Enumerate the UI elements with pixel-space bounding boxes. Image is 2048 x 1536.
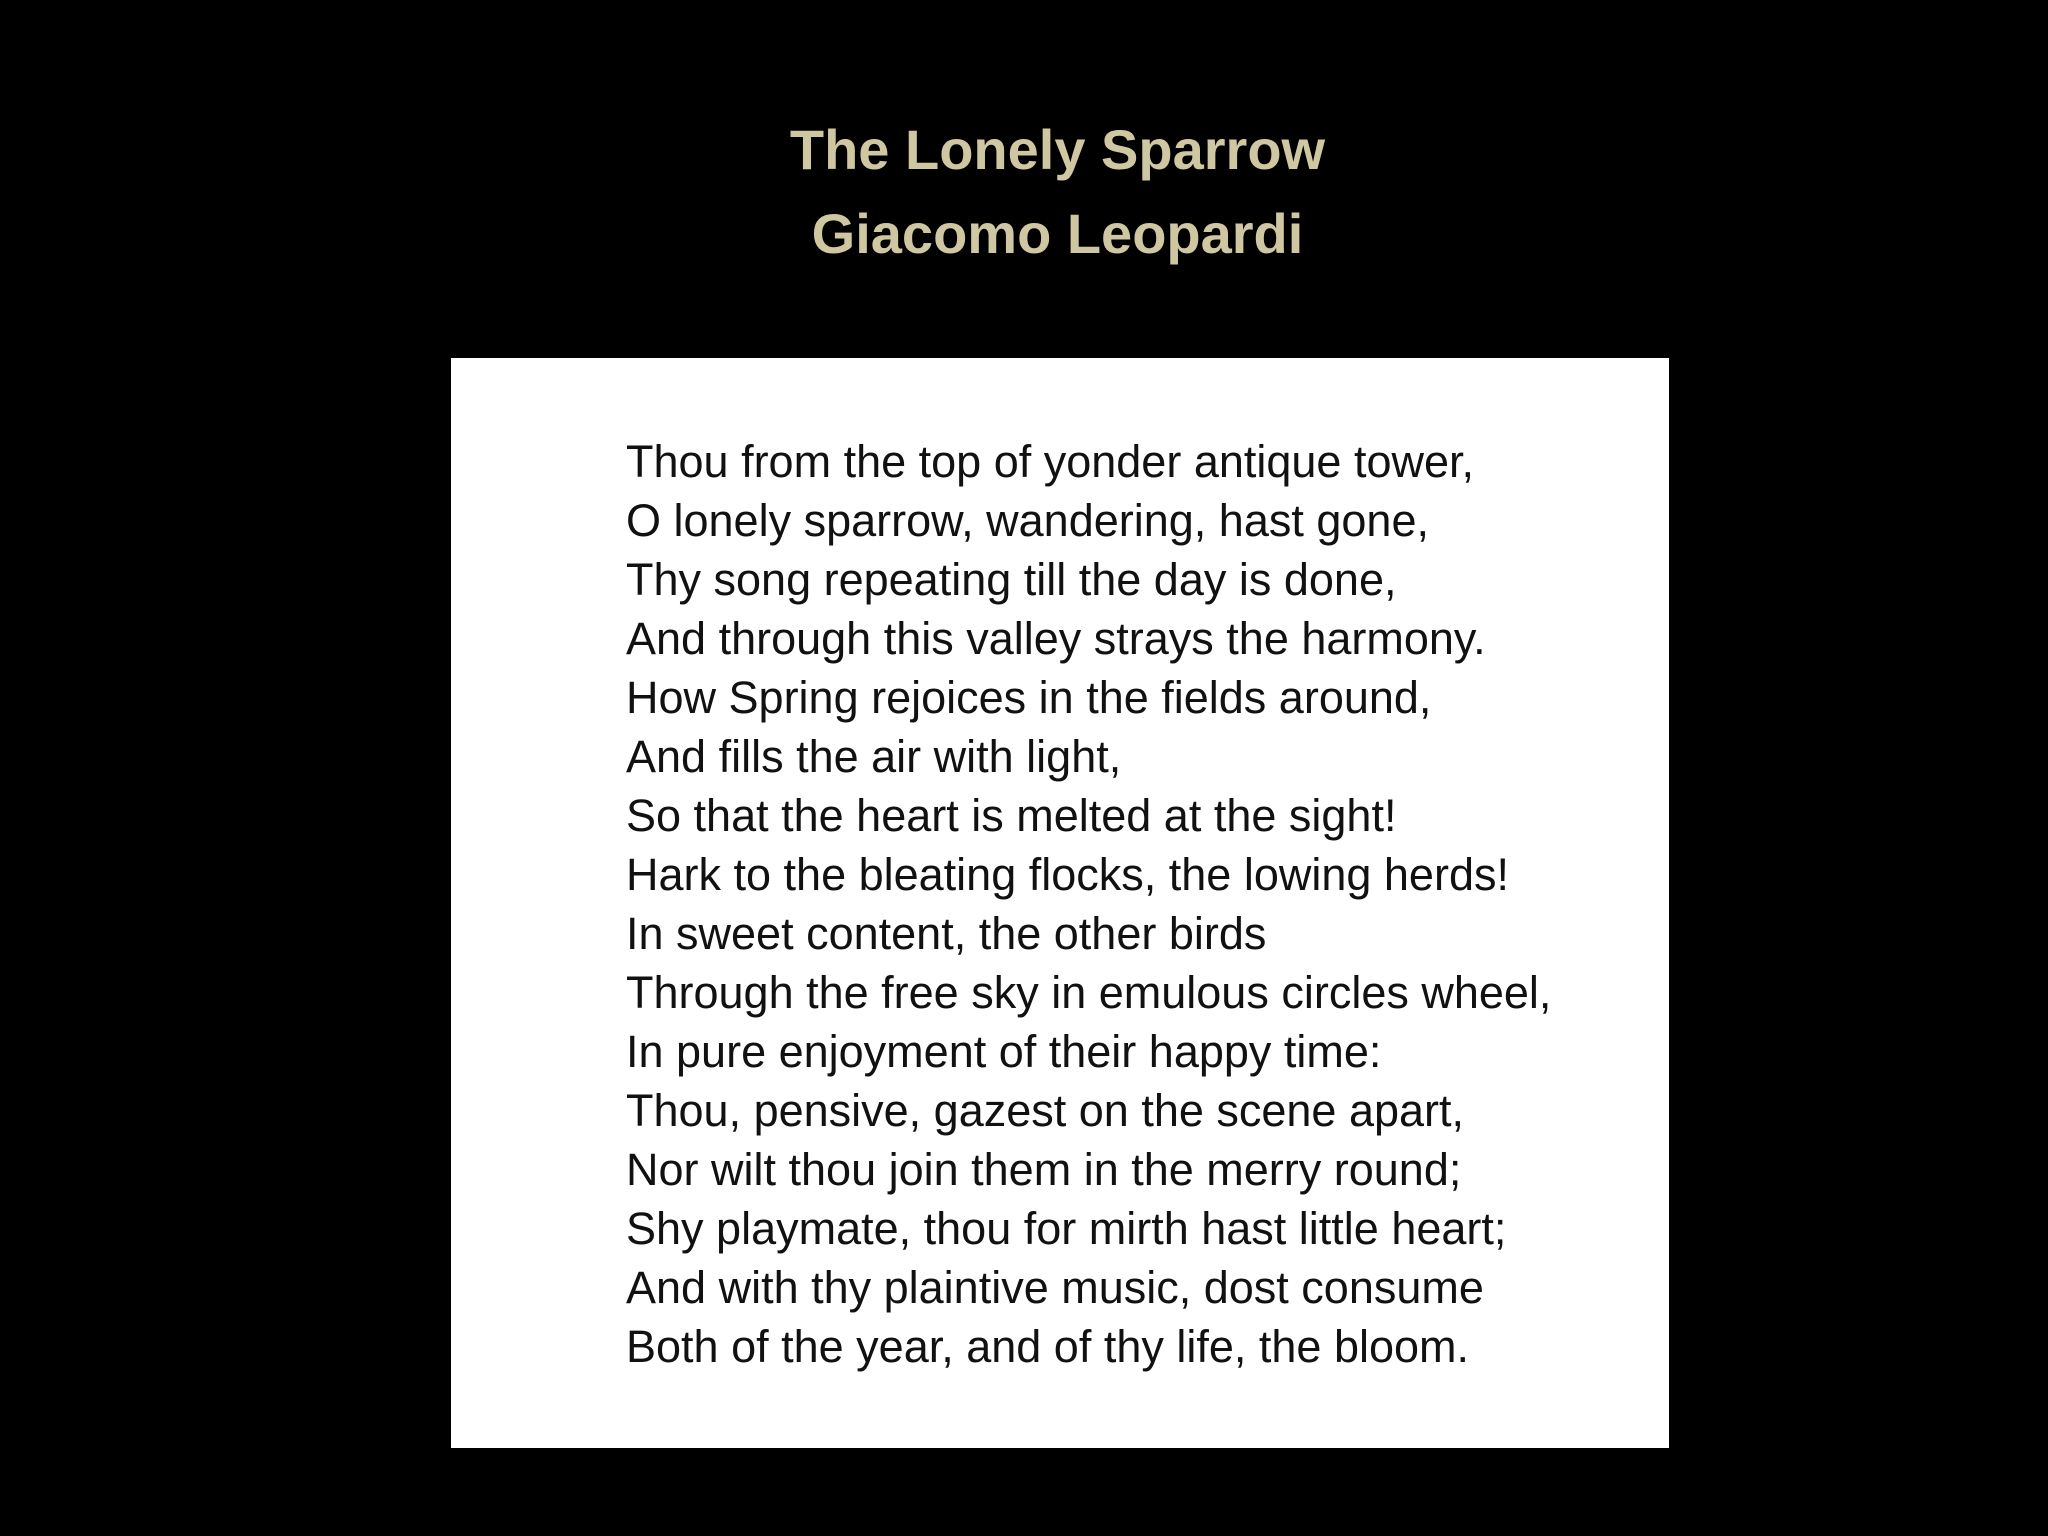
poem-line: O lonely sparrow, wandering, hast gone, [626, 495, 1429, 546]
poem-line: How Spring rejoices in the fields around, [626, 672, 1432, 723]
poem-line: Through the free sky in emulous circles wheel, [626, 967, 1552, 1018]
title-block [0, 108, 2048, 276]
poem-text [626, 432, 1551, 1376]
poem-line: Both of the year, and of thy life, the bloom. [626, 1321, 1470, 1372]
poem-line: And fills the air with light, [626, 731, 1122, 782]
poem-line: In sweet content, the other birds [626, 908, 1267, 959]
poem-line: Shy playmate, thou for mirth hast little heart; [626, 1203, 1507, 1254]
poem-line: And with thy plaintive music, dost consume [626, 1262, 1484, 1313]
poem-line: Nor wilt thou join them in the merry round; [626, 1144, 1462, 1195]
poem-line: Hark to the bleating flocks, the lowing herds! [626, 849, 1509, 900]
poem-line: In pure enjoyment of their happy time: [626, 1026, 1382, 1077]
poem-author: Giacomo Leopardi [811, 202, 1304, 265]
poem-line: So that the heart is melted at the sight! [626, 790, 1397, 841]
poem-title: The Lonely Sparrow [789, 118, 1326, 181]
poem-line: Thou from the top of yonder antique tower, [626, 436, 1475, 487]
poem-line: Thou, pensive, gazest on the scene apart, [626, 1085, 1465, 1136]
poem-line: Thy song repeating till the day is done, [626, 554, 1397, 605]
poem-line: And through this valley strays the harmony. [626, 613, 1486, 664]
poem-panel [451, 358, 1669, 1448]
